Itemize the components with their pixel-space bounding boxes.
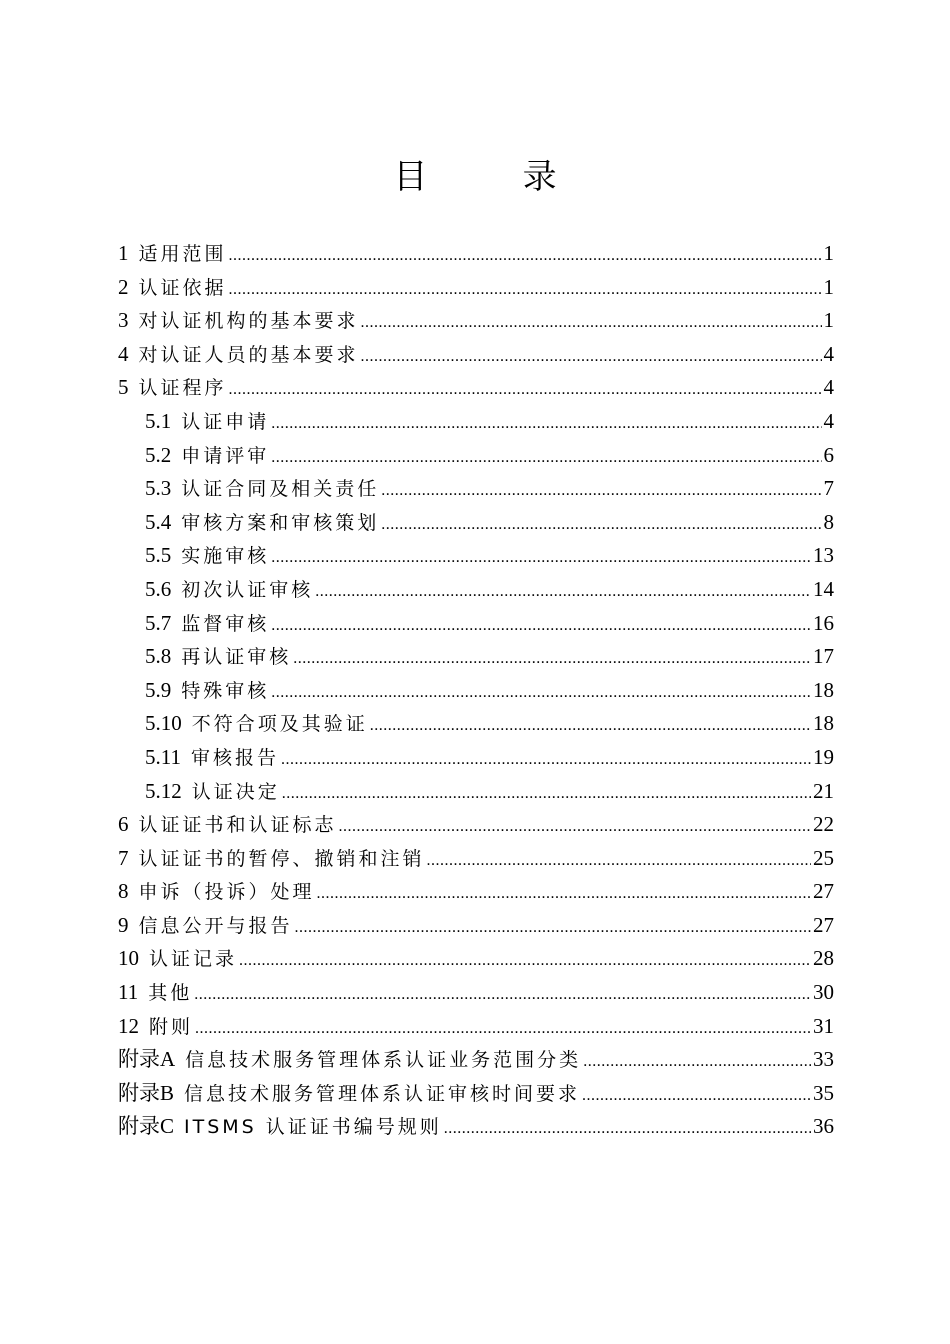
toc-entry-title: 信息公开与报告 — [138, 914, 293, 937]
toc-entry-title: 认证证书的暂停、撤销和注销 — [138, 847, 425, 870]
toc-entry-title: 实施审核 — [181, 545, 270, 568]
toc-leader-dots — [194, 978, 811, 1012]
toc-entry-number: 1 — [118, 241, 129, 265]
toc-entry[interactable] — [118, 1043, 834, 1077]
toc-entry[interactable] — [118, 506, 834, 540]
toc-entry-page-number: 31 — [813, 1013, 834, 1038]
toc-entry-page-number: 28 — [813, 946, 834, 971]
page-title: 目 录 — [393, 157, 588, 197]
toc-leader-dots — [229, 373, 822, 407]
toc-entry-page-number: 18 — [813, 711, 834, 736]
toc-entry-number: 5.8 — [145, 644, 172, 669]
toc-entry-page-number: 1 — [823, 274, 834, 299]
toc-entry-page-number: 36 — [813, 1114, 834, 1139]
toc-entry-page-number: 1 — [823, 241, 834, 265]
toc-leader-dots — [361, 306, 822, 340]
toc-entry-title: 认证合同及相关责任 — [181, 478, 380, 501]
toc-leader-dots — [427, 844, 811, 878]
toc-entry[interactable] — [118, 539, 834, 573]
toc-entry-title: 附则 — [149, 1015, 194, 1038]
toc-entry-number: 5.10 — [145, 711, 182, 736]
toc-leader-dots — [381, 508, 821, 542]
toc-leader-dots — [239, 944, 811, 978]
toc-entry-title: 对认证人员的基本要求 — [138, 343, 359, 366]
toc-leader-dots — [229, 239, 822, 273]
toc-leader-dots — [582, 1079, 811, 1113]
toc-leader-dots — [583, 1045, 811, 1079]
toc-entry-page-number: 7 — [823, 476, 834, 501]
toc-entry-title: ITSMS 认证证书编号规则 — [184, 1116, 442, 1139]
toc-entry-title: 认证程序 — [138, 377, 227, 400]
toc-entry-page-number: 27 — [813, 879, 834, 904]
toc-entry-page-number: 30 — [813, 980, 834, 1005]
toc-entry-number: 5.6 — [145, 576, 172, 601]
toc-entry[interactable] — [118, 775, 834, 809]
toc-entry[interactable] — [118, 842, 834, 876]
toc-entry-number: 9 — [118, 912, 129, 937]
toc-leader-dots — [271, 441, 821, 475]
toc-entry-number: 4 — [118, 341, 129, 366]
toc-entry-page-number: 13 — [813, 543, 834, 568]
toc-entry-number: 5.12 — [145, 778, 182, 803]
toc-entry-number: 5.11 — [145, 744, 181, 769]
toc-entry-title: 特殊审核 — [181, 679, 270, 702]
toc-entry-title: 认证决定 — [191, 780, 280, 803]
table-of-contents — [118, 237, 834, 1144]
toc-entry-number: 5.3 — [145, 476, 172, 501]
toc-entry-title: 适用范围 — [138, 243, 227, 265]
toc-leader-dots — [293, 642, 811, 676]
toc-entry-number: 5.2 — [145, 442, 172, 467]
toc-entry-number: 7 — [118, 845, 129, 870]
toc-entry-number: 5.7 — [145, 610, 172, 635]
toc-leader-dots — [281, 743, 811, 777]
toc-entry-title: 认证记录 — [149, 948, 238, 971]
toc-entry[interactable] — [118, 439, 834, 473]
toc-entry-number: 附录B — [118, 1080, 175, 1105]
toc-entry[interactable] — [118, 1077, 834, 1111]
toc-entry-number: 10 — [118, 946, 139, 971]
toc-entry-title: 监督审核 — [181, 612, 270, 635]
toc-entry-page-number: 25 — [813, 845, 834, 870]
toc-entry-page-number: 1 — [823, 308, 834, 333]
toc-leader-dots — [295, 911, 811, 945]
toc-entry-title: 再认证审核 — [181, 646, 292, 669]
toc-entry[interactable] — [118, 942, 834, 976]
toc-entry-title: 审核报告 — [190, 746, 279, 769]
toc-entry-number: 12 — [118, 1013, 139, 1038]
toc-entry-page-number: 19 — [813, 744, 834, 769]
toc-entry-title: 认证证书和认证标志 — [138, 814, 337, 837]
toc-entry-page-number: 21 — [813, 778, 834, 803]
toc-entry-page-number: 6 — [823, 442, 834, 467]
toc-entry[interactable] — [118, 371, 834, 405]
toc-entry-title: 申请评审 — [181, 444, 270, 467]
toc-entry-number: 3 — [118, 308, 129, 333]
toc-entry-page-number: 4 — [823, 341, 834, 366]
toc-entry[interactable] — [118, 472, 834, 506]
toc-leader-dots — [339, 810, 811, 844]
toc-entry-title: 审核方案和审核策划 — [181, 511, 380, 534]
toc-leader-dots — [271, 609, 811, 643]
toc-entry-number: 附录A — [118, 1047, 176, 1072]
toc-entry[interactable] — [118, 875, 834, 909]
toc-entry[interactable] — [118, 707, 834, 741]
toc-entry-number: 11 — [118, 980, 139, 1005]
toc-entry-number: 8 — [118, 879, 129, 904]
toc-entry-title: 认证申请 — [181, 410, 270, 433]
toc-entry[interactable] — [118, 976, 834, 1010]
toc-entry[interactable] — [118, 1010, 834, 1044]
toc-entry-number: 5.5 — [145, 543, 172, 568]
toc-leader-dots — [361, 340, 822, 374]
toc-entry-title: 认证依据 — [138, 276, 227, 299]
toc-entry-title: 信息技术服务管理体系认证业务范围分类 — [185, 1049, 582, 1072]
toc-entry[interactable] — [118, 304, 834, 338]
toc-leader-dots — [370, 709, 811, 743]
toc-entry-page-number: 17 — [813, 644, 834, 669]
toc-entry[interactable] — [118, 674, 834, 708]
toc-entry[interactable] — [118, 237, 834, 271]
toc-leader-dots — [444, 1112, 811, 1146]
toc-entry-title: 申诉（投诉）处理 — [138, 881, 315, 904]
toc-entry-title: 初次认证审核 — [181, 578, 314, 601]
toc-entry-title: 其他 — [148, 982, 193, 1005]
toc-leader-dots — [282, 777, 811, 811]
toc-entry-page-number: 16 — [813, 610, 834, 635]
toc-entry[interactable] — [118, 1110, 834, 1144]
toc-entry-page-number: 18 — [813, 677, 834, 702]
toc-entry-page-number: 22 — [813, 812, 834, 837]
toc-entry[interactable] — [118, 607, 834, 641]
toc-leader-dots — [195, 1012, 811, 1046]
toc-entry-page-number: 33 — [813, 1047, 834, 1072]
toc-leader-dots — [381, 474, 821, 508]
toc-entry-page-number: 35 — [813, 1080, 834, 1105]
toc-leader-dots — [229, 273, 822, 307]
toc-entry[interactable] — [118, 573, 834, 607]
toc-entry-number: 5 — [118, 375, 129, 400]
toc-entry[interactable] — [118, 271, 834, 305]
toc-entry-number: 5.1 — [145, 408, 172, 433]
toc-entry-page-number: 27 — [813, 912, 834, 937]
toc-entry-number: 附录C — [118, 1114, 175, 1139]
toc-entry-number: 2 — [118, 274, 129, 299]
toc-entry-number: 6 — [118, 812, 129, 837]
toc-entry-title: 不符合项及其验证 — [191, 713, 368, 736]
toc-entry[interactable] — [118, 909, 834, 943]
toc-leader-dots — [317, 877, 811, 911]
toc-entry-page-number: 8 — [823, 509, 834, 534]
toc-entry-page-number: 4 — [823, 408, 834, 433]
toc-leader-dots — [271, 676, 811, 710]
toc-leader-dots — [271, 541, 811, 575]
toc-entry-page-number: 4 — [823, 375, 834, 400]
toc-leader-dots — [271, 407, 821, 441]
toc-entry[interactable] — [118, 405, 834, 439]
toc-entry-number: 5.9 — [145, 677, 172, 702]
toc-leader-dots — [315, 575, 811, 609]
toc-entry[interactable] — [118, 338, 834, 372]
toc-entry-title: 对认证机构的基本要求 — [138, 310, 359, 333]
toc-entry[interactable] — [118, 808, 834, 842]
toc-entry[interactable] — [118, 640, 834, 674]
toc-entry-page-number: 14 — [813, 576, 834, 601]
toc-entry-title: 信息技术服务管理体系认证审核时间要求 — [184, 1082, 581, 1105]
toc-entry-number: 5.4 — [145, 509, 172, 534]
toc-entry[interactable] — [118, 741, 834, 775]
